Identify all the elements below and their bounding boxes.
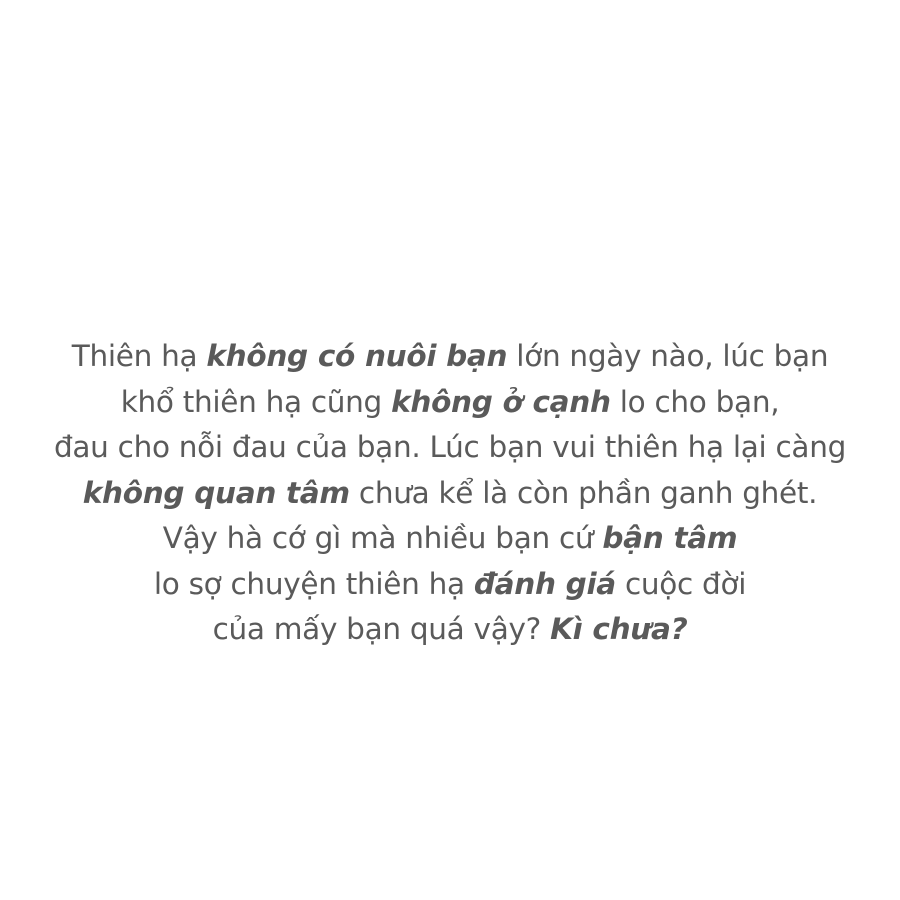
quote-text bbox=[0, 334, 900, 653]
quote-line-5 bbox=[0, 516, 900, 562]
quote-segment: lo cho bạn, bbox=[610, 384, 780, 419]
quote-segment: đau cho nỗi đau của bạn. Lúc bạn vui thiên hạ lại càng bbox=[53, 430, 847, 464]
quote-line-7 bbox=[0, 607, 900, 653]
quote-line-2 bbox=[0, 380, 900, 426]
quote-segment: Vậy hà cớ gì mà nhiều bạn cứ bbox=[162, 521, 603, 555]
quote-line-3 bbox=[0, 425, 900, 471]
quote-segment: của mấy bạn quá vậy? bbox=[212, 612, 551, 646]
quote-emphasis: không ở cạnh bbox=[391, 384, 611, 419]
quote-segment: cuộc đời bbox=[615, 566, 747, 601]
quote-line-1 bbox=[0, 334, 900, 380]
quote-line-6 bbox=[0, 562, 900, 608]
quote-segment: khổ thiên hạ cũng bbox=[120, 384, 392, 419]
quote-segment: chưa kể là còn phần ganh ghét. bbox=[349, 475, 818, 510]
quote-segment: lớn ngày nào, lúc bạn bbox=[507, 339, 829, 373]
quote-emphasis: không có nuôi bạn bbox=[206, 339, 508, 373]
quote-line-4 bbox=[0, 471, 900, 517]
quote-emphasis: bận tâm bbox=[602, 521, 738, 555]
quote-emphasis: không quan tâm bbox=[82, 475, 350, 510]
quote-emphasis: Kì chưa? bbox=[550, 612, 688, 646]
quote-segment: Thiên hạ bbox=[71, 339, 207, 373]
quote-emphasis: đánh giá bbox=[473, 566, 616, 601]
quote-segment: lo sợ chuyện thiên hạ bbox=[153, 566, 474, 601]
